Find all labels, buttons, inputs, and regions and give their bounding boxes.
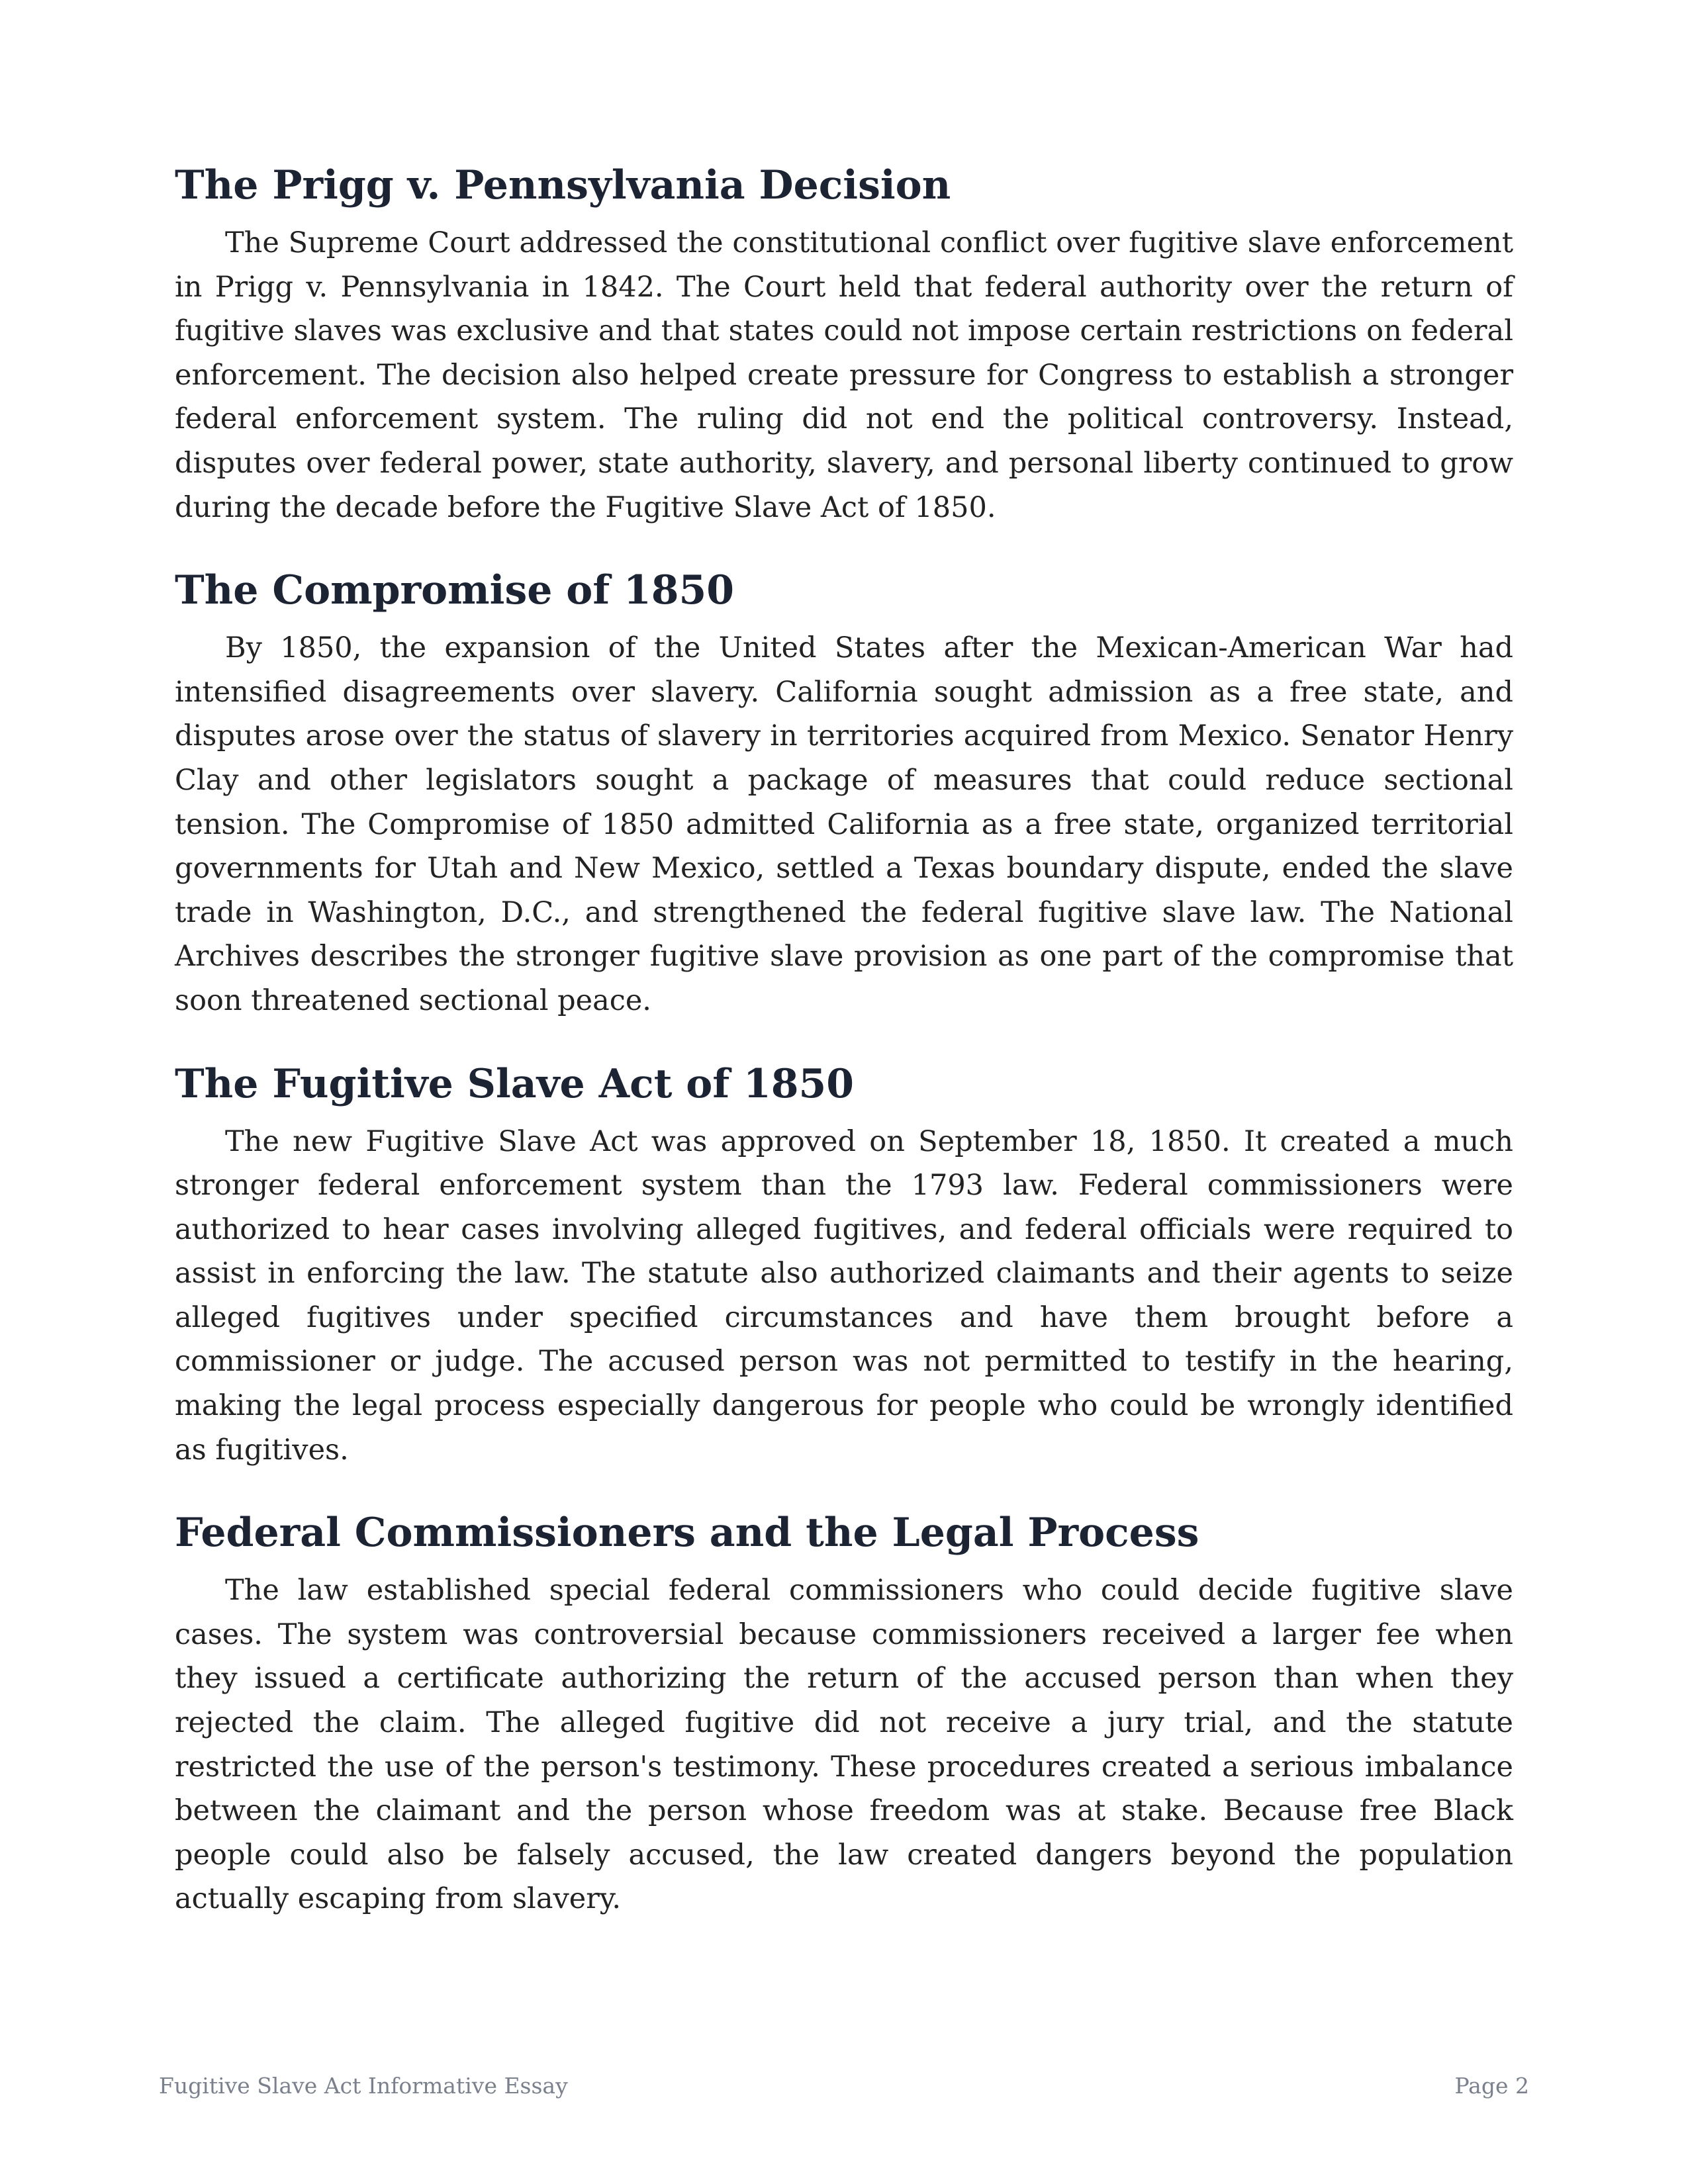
section-fugitive-slave-act — [175, 1058, 1513, 1473]
section-heading: The Fugitive Slave Act of 1850 — [175, 1060, 855, 1107]
footer-document-title: Fugitive Slave Act Informative Essay — [159, 2073, 568, 2099]
section-heading: The Prigg v. Pennsylvania Decision — [175, 162, 951, 208]
section-heading: Federal Commissioners and the Legal Process — [175, 1510, 1199, 1557]
section-paragraph: The Supreme Court addressed the constitutional conflict over fugitive slave enforcement in Prigg v. Pennsylvania in 1842. The Court held that federal authority over the return of fugitive slaves was exclusive and that states could not impose certain restrictions on federal enforcement. The decision also helped create pressure for Congress to establish a stronger federal enforcement system. The ruling did not end the political controversy. Instead, disputes over federal power, state authority, slavery, and personal liberty continued to grow during the decade before the Fugitive Slave Act of 1850. — [175, 226, 1513, 524]
section-paragraph: The new Fugitive Slave Act was approved on September 18, 1850. It created a much stronger federal enforcement system than the 1793 law. Federal commissioners were authorized to hear cases involving alleged fugitives, and federal officials were required to assist in enforcing the law. The statute also authorized claimants and their agents to seize alleged fugitives under specified circumstances and have them brought before a commissioner or judge. The accused person was not permitted to testify in the hearing, making the legal process especially dangerous for people who could be wrongly identified as fugitives. — [175, 1124, 1513, 1467]
section-prigg — [175, 159, 1513, 529]
page-footer — [159, 2070, 1529, 2102]
section-compromise — [175, 564, 1513, 1023]
section-federal-commissioners — [175, 1506, 1513, 1921]
section-paragraph: The law established special federal commissioners who could decide fugitive slave cases. The system was controversial because commissioners received a larger fee when they issued a certificate authorizing the return of the accused person than when they rejected the claim. The alleged fugitive did not receive a jury trial, and the statute restricted the use of the person's testimony. These procedures created a serious imbalance between the claimant and the person whose freedom was at stake. Because free Black people could also be falsely accused, the law created dangers beyond the population actually escaping from slavery. — [175, 1574, 1513, 1916]
section-heading: The Compromise of 1850 — [175, 567, 735, 614]
footer-page-number: Page 2 — [1454, 2073, 1529, 2099]
section-paragraph: By 1850, the expansion of the United States after the Mexican-American War had intensified disagreements over slavery. California sought admission as a free state, and disputes arose over the status of slavery in territories acquired from Mexico. Senator Henry Clay and other legislators sought a package of measures that could reduce sectional tension. The Compromise of 1850 admitted California as a free state, organized territorial governments for Utah and New Mexico, settled a Texas boundary dispute, ended the slave trade in Washington, D.C., and strengthened the federal fugitive slave law. The National Archives describes the stronger fugitive slave provision as one part of the compromise that soon threatened sectional peace. — [175, 631, 1513, 1017]
document-page — [175, 159, 1513, 1956]
